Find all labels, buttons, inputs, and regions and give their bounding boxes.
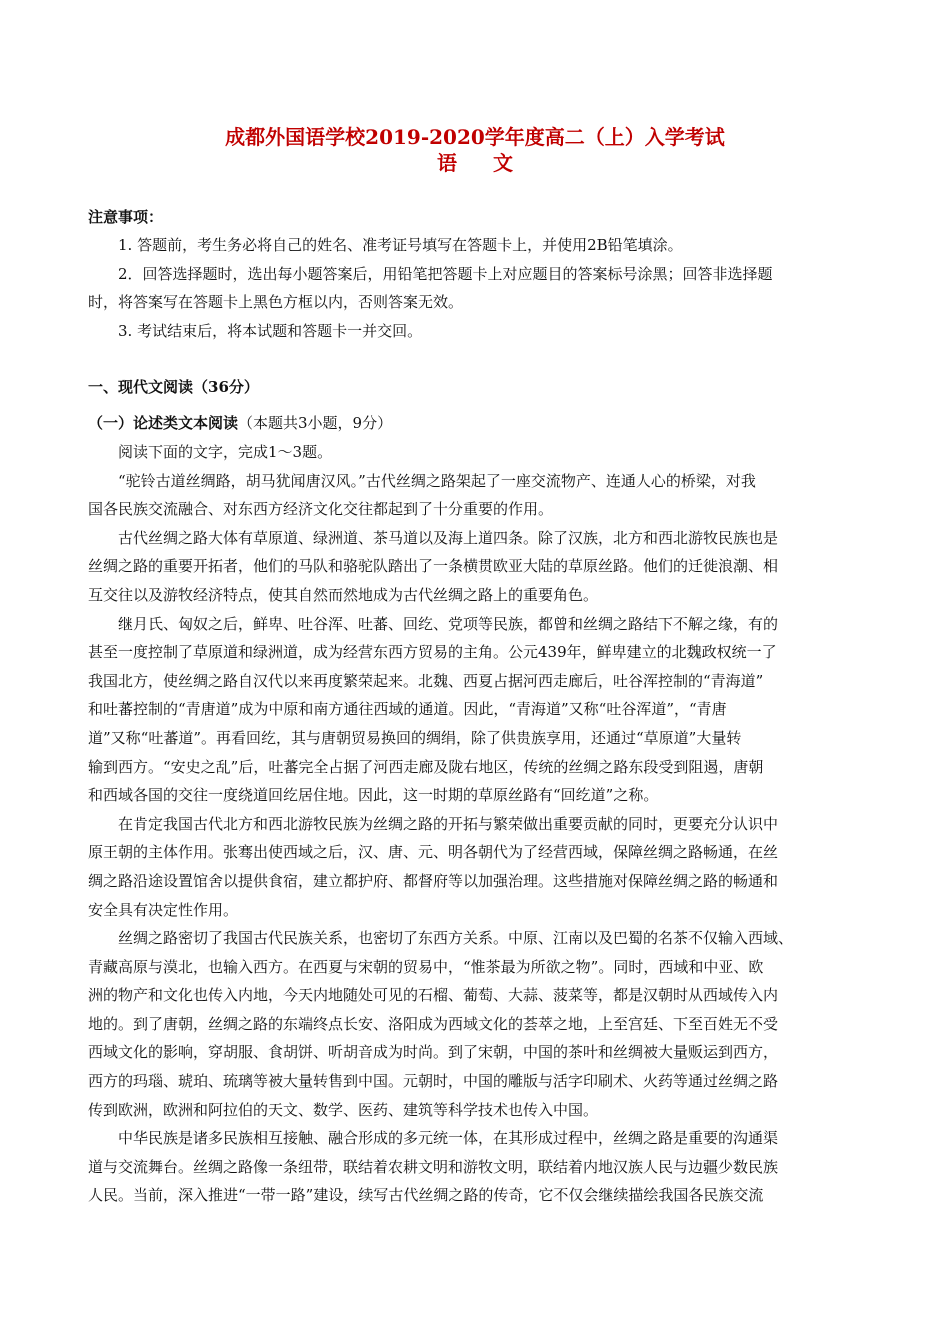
subsection-title: （一）论述类文本阅读 (88, 414, 239, 432)
subsection-note: （本题共3小题，9分） (238, 414, 393, 432)
exam-title: 成都外国语学校2019-2020学年度高二（上）入学考试 (225, 125, 725, 149)
passage-line: 西方的玛瑙、琥珀、琉璃等被大量转售到中国。元朝时，中国的雕版与活字印刷术、火药等通过丝绸之路 (88, 1072, 779, 1091)
notice-list (88, 231, 858, 345)
notice-item: 时，将答案写在答题卡上黑色方框以内，否则答案无效。 (88, 293, 464, 312)
notice-item: 2．回答选择题时，选出每小题答案后，用铅笔把答题卡上对应题目的答案标号涂黑；回答非选择题 (118, 264, 773, 283)
passage-line: 人民。当前，深入推进“一带一路”建设，续写古代丝绸之路的传奇，它不仅会继续描绘我国各民族交流 (88, 1186, 764, 1205)
passage-line: 古代丝绸之路大体有草原道、绿洲道、茶马道以及海上道四条。除了汉族，北方和西北游牧民族也是 (118, 528, 779, 547)
passage-line: 我国北方，使丝绸之路自汉代以来再度繁荣起来。北魏、西夏占据河西走廊后，吐谷浑控制的“青海道” (88, 671, 764, 690)
passage-line: 国各民族交流融合、对东西方经济文化交往都起到了十分重要的作用。 (88, 500, 554, 519)
passage-line: 互交往以及游牧经济特点，使其自然而然地成为古代丝绸之路上的重要角色。 (88, 585, 599, 604)
section-heading: 一、现代文阅读（36分） (88, 378, 259, 396)
passage-instruction: 阅读下面的文字，完成1～3题。 (118, 443, 333, 461)
notice-item: 3. 考试结束后，将本试题和答题卡一并交回。 (118, 321, 423, 340)
subsection-heading (88, 409, 858, 438)
notice-item: 1. 答题前，考生务必将自己的姓名、准考证号填写在答题卡上，并使用2B铅笔填涂。 (118, 236, 683, 254)
passage-line: 甚至一度控制了草原道和绿洲道，成为经营东西方贸易的主角。公元439年，鲜卑建立的北魏政权统一了 (88, 643, 777, 662)
passage-line: 原王朝的主体作用。张骞出使西域之后，汉、唐、元、明各朝代为了经营西域，保障丝绸之路畅通，在丝 (88, 843, 779, 862)
passage-line: 洲的物产和文化也传入内地，今天内地随处可见的石榴、葡萄、大蒜、菠菜等，都是汉朝时从西域传入内 (88, 986, 779, 1005)
passage-line: 丝绸之路密切了我国古代民族关系，也密切了东西方关系。中原、江南以及巴蜀的名茶不仅输入西域、 (118, 929, 794, 948)
passage-line: 在肯定我国古代北方和西北游牧民族为丝绸之路的开拓与繁荣做出重要贡献的同时，更要充分认识中 (118, 814, 779, 833)
passage-line: 绸之路沿途设置馆舍以提供食宿，建立都护府、都督府等以加强治理。这些措施对保障丝绸之路的畅通和 (88, 871, 779, 890)
passage-line: 和西域各国的交往一度绕道回纥居住地。因此，这一时期的草原丝路有“回纥道”之称。 (88, 786, 659, 805)
passage-line: 西域文化的影响，穿胡服、食胡饼、听胡音成为时尚。到了宋朝，中国的茶叶和丝绸被大量贩运到西方， (88, 1043, 779, 1062)
passage-line: 道”又称“吐蕃道”。再看回纥，其与唐朝贸易换回的绸绢，除了供贵族享用，还通过“草原道”大量转 (88, 728, 742, 747)
passage-line: 安全具有决定性作用。 (88, 900, 239, 919)
passage-line: 中华民族是诸多民族相互接触、融合形成的多元统一体，在其形成过程中，丝绸之路是重要的沟通渠 (118, 1129, 779, 1148)
passage-line: 继月氏、匈奴之后，鲜卑、吐谷浑、吐蕃、回纥、党项等民族，都曾和丝绸之路结下不解之缘，有的 (118, 614, 779, 633)
passage-line: 青藏高原与漠北，也输入西方。在西夏与宋朝的贸易中，“惟茶最为所欲之物”。同时，西域和中亚、欧 (88, 957, 764, 976)
reading-passage (88, 438, 858, 1210)
passage-line: 传到欧洲，欧洲和阿拉伯的天文、数学、医药、建筑等科学技术也传入中国。 (88, 1100, 599, 1119)
passage-line: 和吐蕃控制的“青唐道”成为中原和南方通往西域的通道。因此，“青海道”又称“吐谷浑道”，“青唐 (88, 700, 727, 719)
passage-line: “驼铃古道丝绸路，胡马犹闻唐汉风。”古代丝绸之路架起了一座交流物产、连通人心的桥梁，对我 (118, 471, 756, 490)
passage-line: 道与交流舞台。丝绸之路像一条纽带，联结着农耕文明和游牧文明，联结着内地汉族人民与边疆少数民族 (88, 1157, 779, 1176)
passage-line: 输到西方。“安史之乱”后，吐蕃完全占据了河西走廊及陇右地区，传统的丝绸之路东段受到阻遏，唐朝 (88, 757, 764, 776)
passage-line: 地的。到了唐朝，丝绸之路的东端终点长安、洛阳成为西域文化的荟萃之地，上至宫廷、下至百姓无不受 (88, 1014, 779, 1033)
subject-title: 语文 (437, 151, 549, 175)
passage-line: 丝绸之路的重要开拓者，他们的马队和骆驼队踏出了一条横贯欧亚大陆的草原丝路。他们的迁徙浪潮、相 (88, 557, 779, 576)
notice-heading: 注意事项： (88, 208, 164, 226)
